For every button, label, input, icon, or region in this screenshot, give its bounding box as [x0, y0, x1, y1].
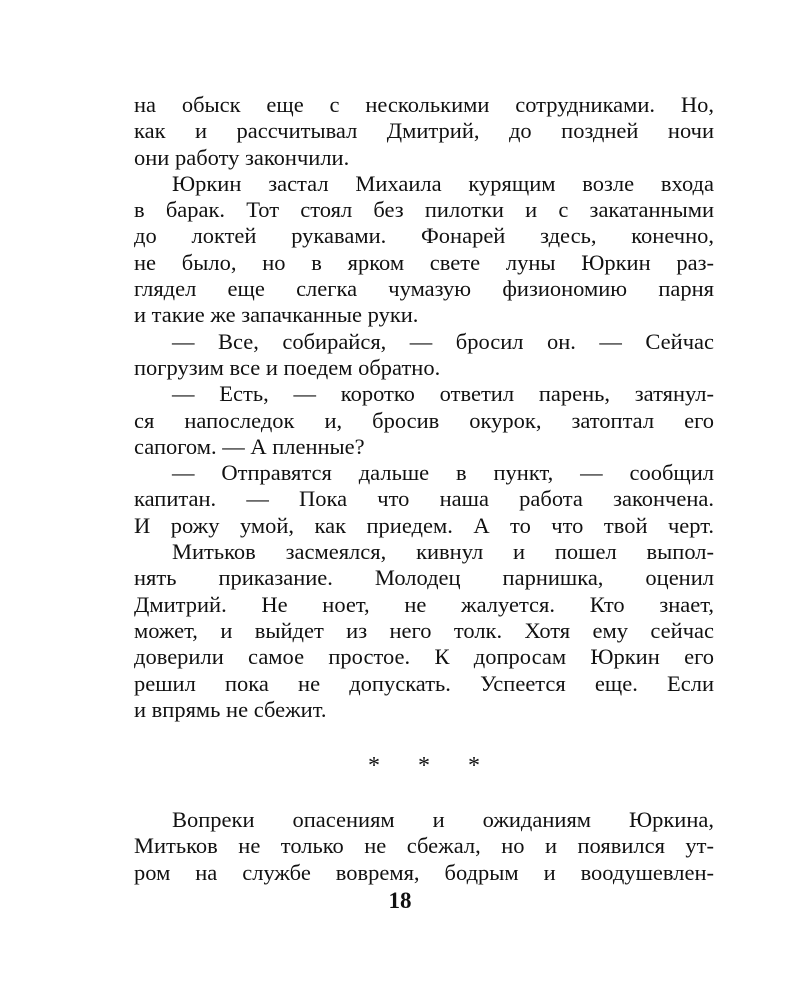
text-line: — Все, собирайся, — бросил он. — Сейчас [172, 328, 714, 354]
text-line: на обыск еще с несколькими сотрудниками. Но, [134, 92, 714, 117]
text-line: — Есть, — коротко ответил парень, затянул- [172, 381, 714, 407]
text-line: капитан. — Пока что наша работа закончена. [134, 486, 714, 512]
text-line: Митьков засмеялся, кивнул и пошел выпол- [172, 539, 714, 565]
text-line: глядел еще слегка чумазую физиономию парня [134, 276, 714, 302]
text-line: Вопреки опасениям и ожиданиям Юркина, [172, 807, 714, 833]
text-block-2 [134, 807, 714, 886]
text-line: Юркин застал Михаила курящим возле входа [172, 170, 714, 196]
text-line: может, и выйдет из него толк. Хотя ему сейчас [134, 617, 714, 643]
text-line: и впрямь не сбежит. [134, 696, 327, 722]
text-line: ром на службе вовремя, бодрым и воодушевлен- [134, 859, 714, 885]
text-line: погрузим все и поедем обратно. [134, 354, 441, 380]
text-line: они работу закончили. [134, 144, 350, 170]
text-block-1 [134, 92, 714, 723]
text-line: нять приказание. Молодец парнишка, оценил [134, 565, 714, 591]
text-line: до локтей рукавами. Фонарей здесь, конечно, [134, 223, 714, 249]
text-line: сапогом. — А пленные? [134, 433, 365, 459]
page-number: 18 [388, 888, 412, 913]
text-line: решил пока не допускать. Успеется еще. Если [134, 670, 714, 696]
text-line: в барак. Тот стоял без пилотки и с закатанными [134, 197, 714, 223]
text-line: И рожу умой, как приедем. А то что твой черт. [134, 512, 714, 538]
text-line: ся напоследок и, бросив окурок, затоптал его [134, 407, 714, 433]
text-line: Дмитрий. Не ноет, не жалуется. Кто знает, [134, 591, 714, 617]
section-divider: * * * [368, 753, 496, 780]
text-line: доверили самое простое. К допросам Юркин его [134, 644, 714, 670]
text-line: как и рассчитывал Дмитрий, до поздней ночи [134, 118, 714, 144]
text-line: не было, но в ярком свете луны Юркин раз- [134, 249, 714, 275]
text-line: — Отправятся дальше в пункт, — сообщил [172, 460, 714, 486]
text-line: и такие же запачканные руки. [134, 302, 419, 328]
page-body [134, 92, 714, 886]
text-line: Митьков не только не сбежал, но и появился ут- [134, 833, 714, 859]
